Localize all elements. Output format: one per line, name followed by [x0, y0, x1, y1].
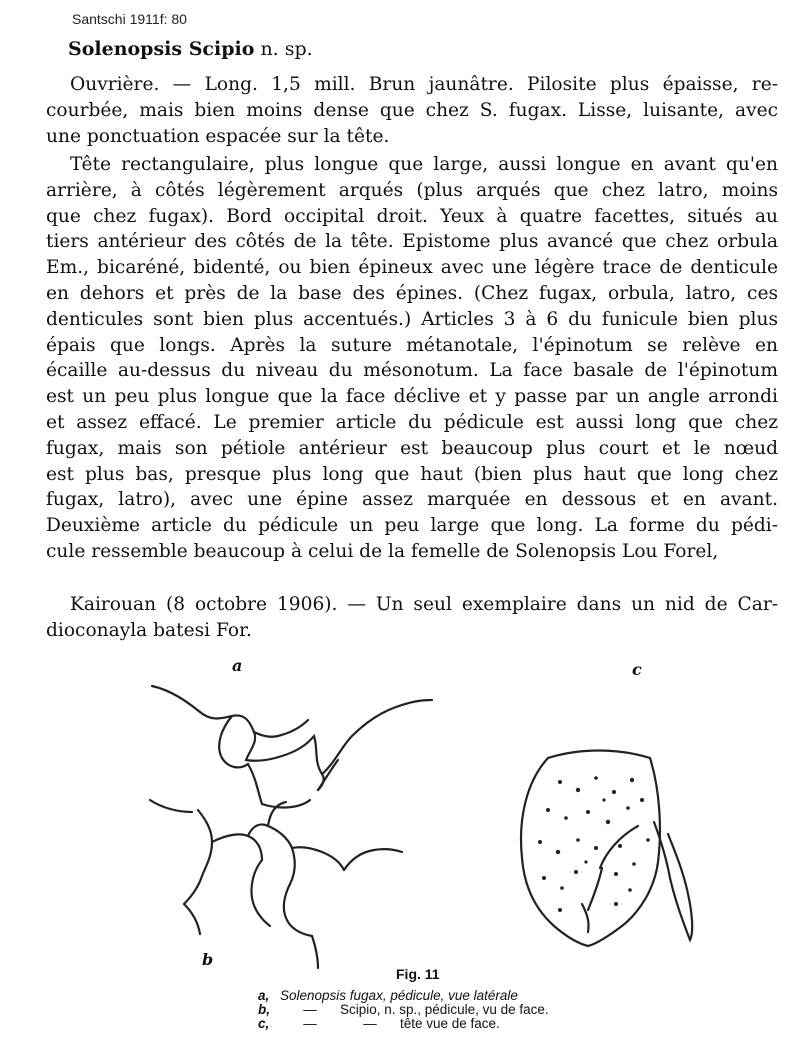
caption-text: Solenopsis fugax, pédicule, vue latérale: [280, 988, 518, 1003]
text-line: est plus bas, presque plus long que haut (bien plus haut que long chez: [46, 463, 778, 485]
text-line: dioconayla batesi For.: [46, 619, 252, 641]
caption-dash: —: [303, 1016, 317, 1031]
text-line: courbée, mais bien moins dense que chez S. fugax. Lisse, luisante, avec: [46, 99, 778, 121]
caption-key: b,: [258, 1002, 270, 1017]
drawing-c-head-front: [521, 751, 692, 947]
text-line: une ponctuation espacée sur la tête.: [46, 125, 390, 147]
caption-text: Scipio, n. sp., pédicule, vu de face.: [340, 1002, 549, 1017]
species-name: Solenopsis Scipio: [68, 38, 255, 60]
text-line: fugax, latro), avec une épine assez marquée en dessous et en avant.: [46, 489, 778, 511]
figure-label-c: c: [632, 660, 642, 679]
text-line: Tête rectangulaire, plus longue que large, aussi longue en avant qu'en: [70, 154, 778, 175]
drawing-b-pedicel-front: [184, 802, 402, 968]
text-line: cule ressemble beaucoup à celui de la femelle de Solenopsis Lou Forel,: [46, 540, 719, 562]
text-line: Em., bicaréné, bidenté, ou bien épineux avec une légère trace de denticule: [46, 257, 778, 279]
caption-text: tête vue de face.: [400, 1016, 500, 1031]
text-line: épais que longs. Après la suture métanotale, l'épinotum se relève en: [46, 334, 778, 356]
text-line: Kairouan (8 octobre 1906). — Un seul exemplaire dans un nid de Car-: [70, 594, 778, 615]
caption-dash: —: [303, 1002, 317, 1017]
figure-title: Fig. 11: [396, 966, 440, 982]
species-status: n. sp.: [260, 38, 313, 60]
text-line: écaille au-dessus du niveau du mésonotum. La face basale de l'épinotum: [46, 360, 778, 382]
text-line: tiers antérieur des côtés de la tête. Epistome plus avancé que chez orbula: [46, 231, 778, 253]
text-line: fugax, mais son pétiole antérieur est beaucoup plus court et le nœud: [46, 437, 778, 459]
caption-key: a,: [258, 988, 270, 1003]
caption-line-c: [258, 1017, 500, 1031]
caption-dash: —: [363, 1016, 377, 1031]
text-line: et assez effacé. Le premier article du pédicule est aussi long que chez: [46, 411, 778, 433]
caption-line-a: [258, 989, 518, 1003]
figure-label-b: b: [202, 950, 214, 969]
text-line: Deuxième article du pédicule un peu large que long. La forme du pédi-: [46, 515, 778, 537]
drawing-a-pedicel-lateral: [150, 686, 432, 812]
figure-label-a: a: [232, 656, 243, 675]
text-line: est un peu plus longue que la face déclive et y passe par un angle arrondi: [46, 386, 778, 408]
text-line: Ouvrière. — Long. 1,5 mill. Brun jaunâtre. Pilosite plus épaisse, re-: [70, 74, 778, 95]
citation: Santschi 1911f: 80: [72, 11, 187, 27]
text-line: en dehors et près de la base des épines. (Chez fugax, orbula, latro, ces: [46, 282, 778, 304]
caption-line-b: [258, 1003, 549, 1017]
text-line: denticules sont bien plus accentués.) Articles 3 à 6 du funicule bien plus: [46, 308, 778, 330]
caption-key: c,: [258, 1016, 270, 1031]
text-line: que chez fugax). Bord occipital droit. Yeux à quatre facettes, situés au: [46, 205, 778, 227]
text-line: arrière, à côtés légèrement arqués (plus arqués que chez latro, moins: [46, 179, 778, 201]
